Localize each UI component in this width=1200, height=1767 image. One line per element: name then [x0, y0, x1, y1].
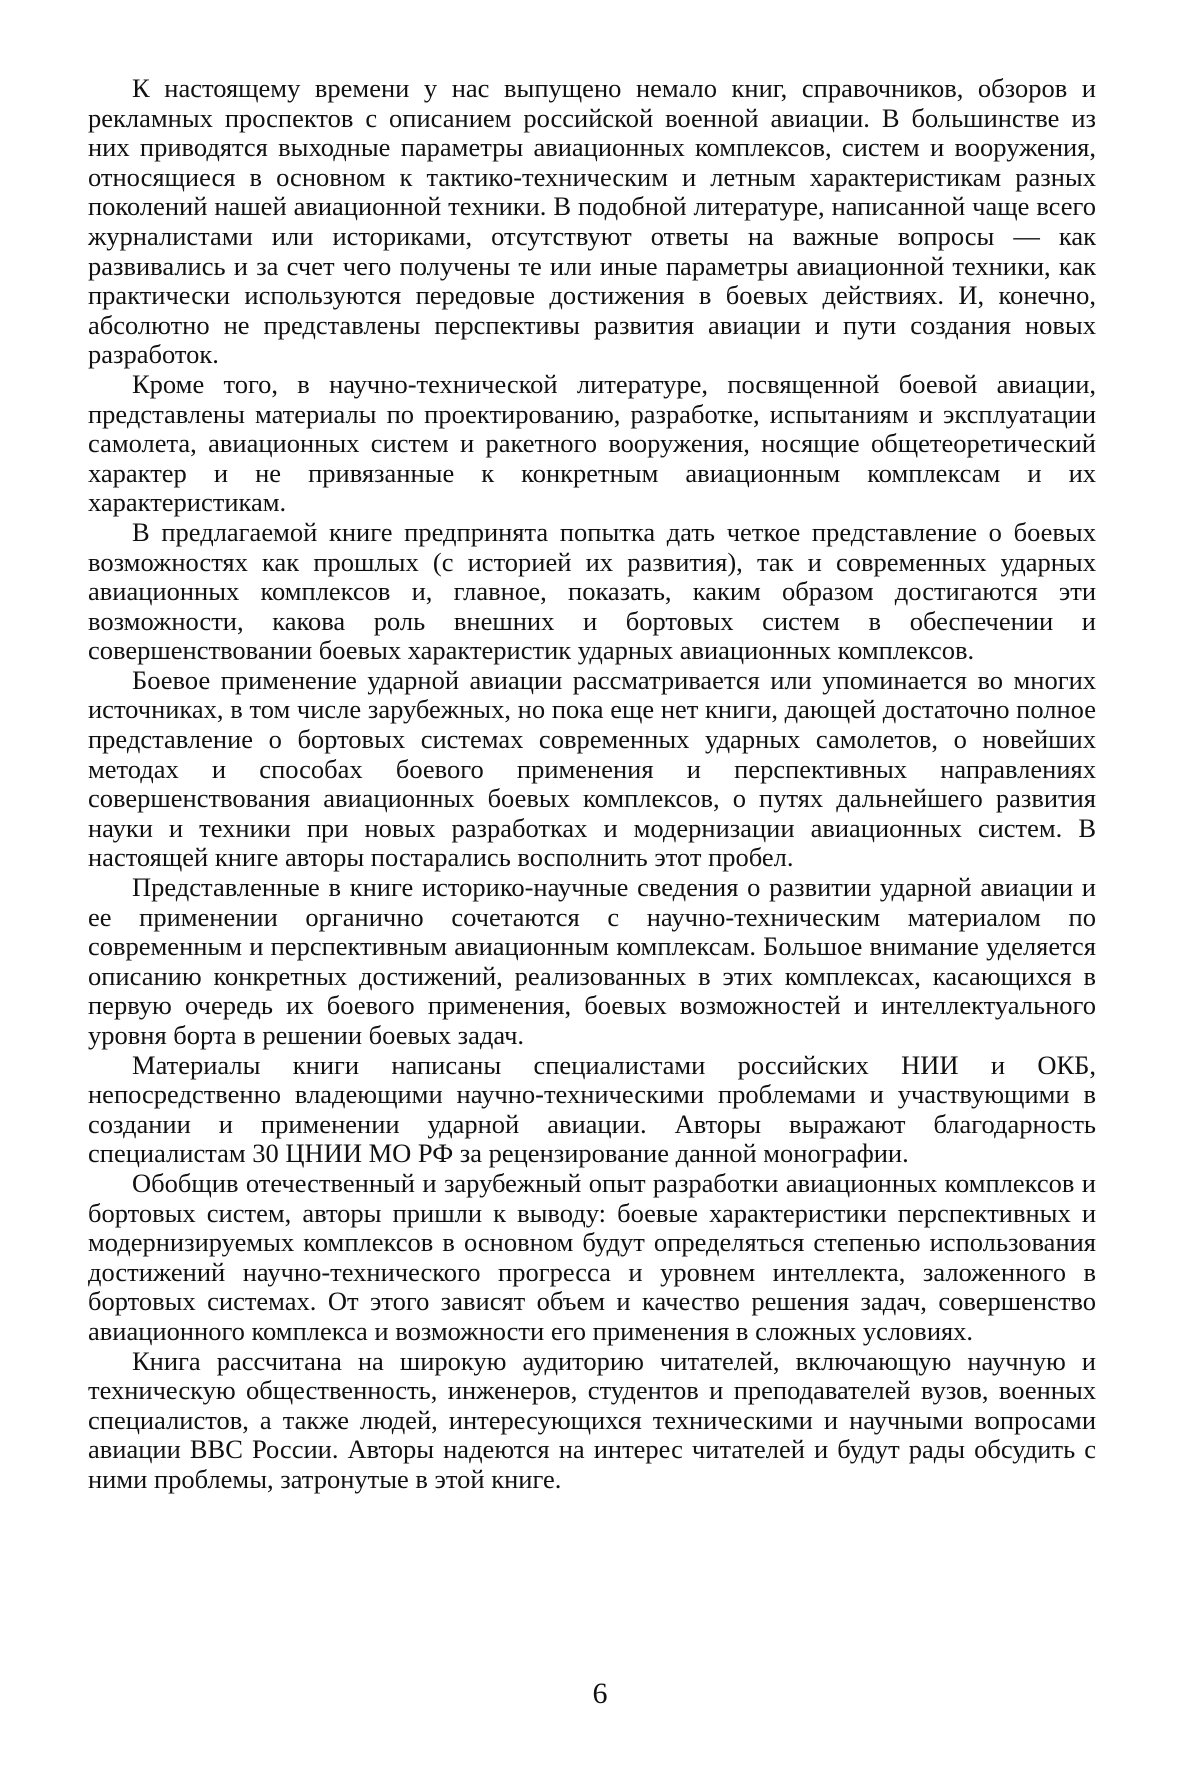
paragraph: Материалы книги написаны специалистами российских НИИ и ОКБ, непосредственно владеющими научно-техническими проблемами и участвующими в создании и применении ударной авиации. Авторы выражают благодарность специалистам 30 ЦНИИ МО РФ за рецензирование данной монографии. — [88, 1049, 1096, 1169]
paragraph: Боевое применение ударной авиации рассматривается или упоминается во многих источниках, в том числе зарубежных, но пока еще нет книги, дающей достаточно полное представление о бортовых системах современных ударных самолетов, о новейших методах и способах боевого применения и перспективных направлениях совершенствования авиационных боевых комплексов, о путях дальнейшего развития науки и техники при новых разработках и модернизации авиационных систем. В настоящей книге авторы постарались восполнить этот пробел. — [88, 664, 1096, 873]
body-text — [88, 74, 1096, 1495]
paragraph: В предлагаемой книге предпринята попытка дать четкое представление о боевых возможностях как прошлых (с историей их развития), так и современных ударных авиационных комплексов и, главное, показать, каким образом достигаются эти возможности, какова роль внешних и бортовых систем в обеспечении и совершенствовании боевых характеристик ударных авиационных комплексов. — [88, 516, 1096, 666]
paragraph: Обобщив отечественный и зарубежный опыт разработки авиационных комплексов и бортовых систем, авторы пришли к выводу: боевые характеристики перспективных и модернизируемых комплексов в основном будут определяться степенью использования достижений научно-технического прогресса и уровнем интеллекта, заложенного в бортовых системах. От этого зависят объем и качество решения задач, совершенство авиационного комплекса и возможности его применения в сложных условиях. — [88, 1167, 1096, 1346]
paragraph: Представленные в книге историко-научные сведения о развитии ударной авиации и ее применении органично сочетаются с научно-техническим материалом по современным и перспективным авиационным комплексам. Большое внимание уделяется описанию конкретных достижений, реализованных в этих комплексах, касающихся в первую очередь их боевого применения, боевых возможностей и интеллектуального уровня борта в решении боевых задач. — [88, 872, 1096, 1050]
page-number: 6 — [592, 1677, 608, 1710]
paragraph: К настоящему времени у нас выпущено немало книг, справочников, обзоров и рекламных проспектов с описанием российской военной авиации. В большинстве из них приводятся выходные параметры авиационных комплексов, систем и вооружения, относящиеся в основном к тактико-техническим и летным характеристикам разных поколений нашей авиационной техники. В подобной литературе, написанной чаще всего журналистами или историками, отсутствуют ответы на важные вопросы — как развивались и за счет чего получены те или иные параметры авиационной техники, как практически используются передовые достижения в боевых действиях. И, конечно, абсолютно не представлены перспективы развития авиации и пути создания новых разработок. — [88, 73, 1096, 370]
paragraph: Кроме того, в научно-технической литературе, посвященной боевой авиации, представлены материалы по проектированию, разработке, испытаниям и эксплуатации самолета, авиационных систем и ракетного вооружения, носящие общетеоретический характер и не привязанные к конкретным авиационным комплексам и их характеристикам. — [88, 368, 1096, 518]
paragraph: Книга рассчитана на широкую аудиторию читателей, включающую научную и техническую общественность, инженеров, студентов и преподавателей вузов, военных специалистов, а также людей, интересующихся техническими и научными вопросами авиации ВВС России. Авторы надеются на интерес читателей и будут рады обсудить с ними проблемы, затронутые в этой книге. — [88, 1345, 1096, 1494]
